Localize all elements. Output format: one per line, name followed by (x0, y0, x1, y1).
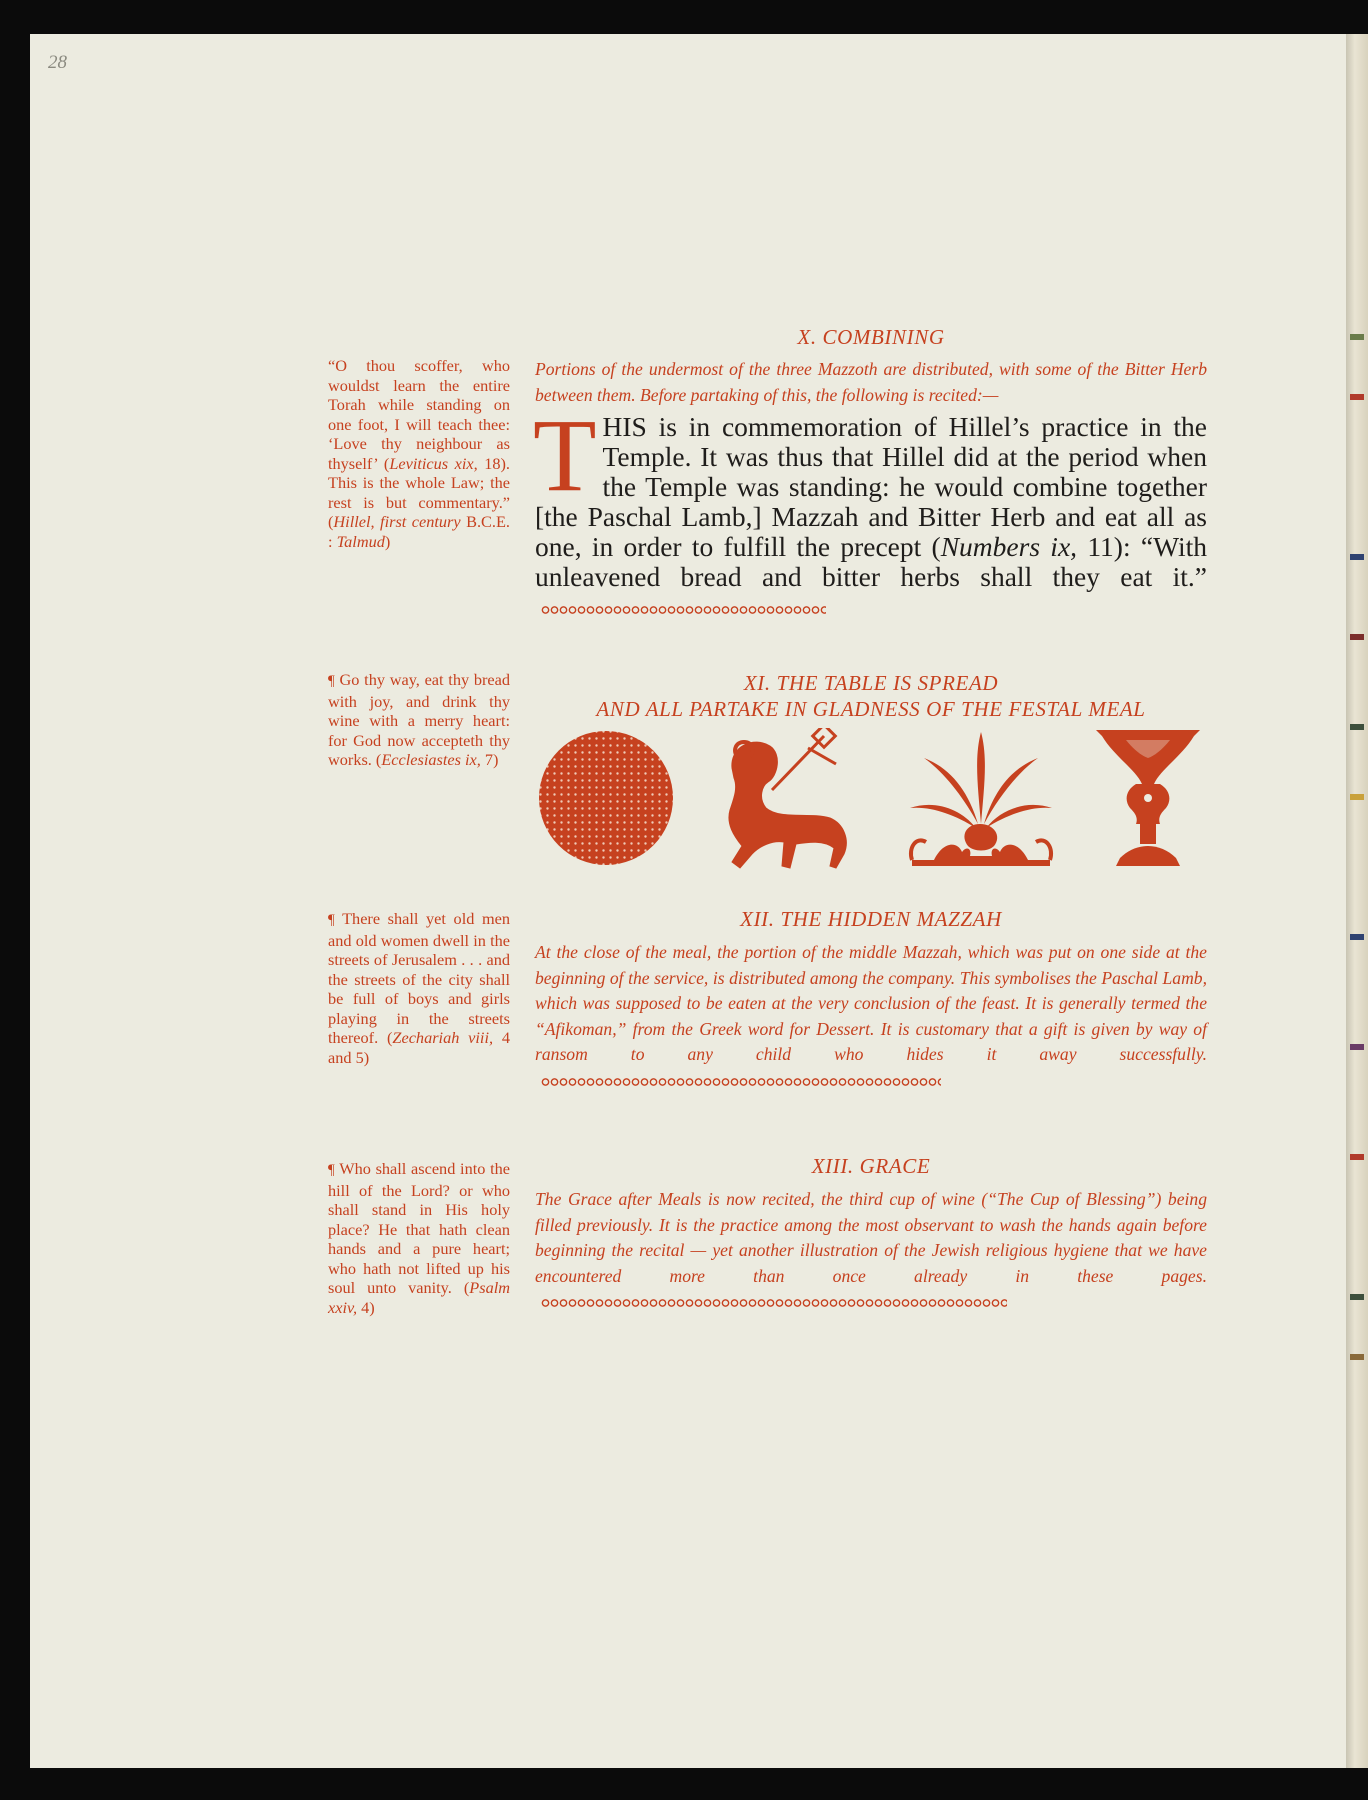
ornamental-border (541, 1076, 941, 1088)
note-text: 4 and 5) (328, 1028, 511, 1067)
note-text: 4) (357, 1297, 375, 1317)
rubric-grace-text: The Grace after Meals is now recited, the third cup of wine (“The Cup of Blessing”) being filled previously. It is the practice among the most observant to wash the hands again before beginning the recital — yet another illustration of the Jewish religious hygiene that we have encountered more than once already in these pages. (535, 1189, 1207, 1286)
note-text: “O thou scoffer, who wouldst learn the entire Torah while standing on one foot, I will teach thee: ‘Love thy neighbour as thyself’ ( (328, 356, 510, 473)
note-text: Go thy way, eat thy bread with joy, and drink thy wine with a merry heart: for God now accepteth thy works. ( (328, 670, 510, 769)
wine-goblet-icon (1096, 728, 1200, 870)
body-text: 11): “With unleavened bread and bitter herbs shall they eat it.” (535, 531, 1207, 592)
combining-body (533, 398, 1207, 622)
citation: Leviticus xix, (389, 453, 478, 473)
note-text: B.C.E. : (328, 512, 510, 551)
combining-body-text (533, 398, 1207, 592)
rubric-grace (535, 1187, 1207, 1315)
margin-note-zechariah (328, 909, 510, 1067)
note-text: 18). This is the whole Law; the rest is but commentary.” ( (328, 453, 510, 531)
note-text: 7) (480, 750, 499, 769)
drop-cap: T (533, 398, 597, 513)
mazzah-disc-icon (537, 728, 675, 868)
margin-note-ecclesiastes (328, 670, 510, 770)
note-text: Who shall ascend into the hill of the Lord? or who shall stand in His holy place? He that hath clean hands and a pure heart; who hath not lifted up his soul unto vanity. ( (328, 1159, 510, 1297)
page-number: 28 (48, 52, 67, 73)
body-text: HIS is in commemoration of Hillel’s practice in the Temple. It was thus that Hillel did at the period when the Temple was standing: he would combine together [the Paschal Lamb,] Mazzah and Bitter Herb and eat all as one, in order to fulfill the precept ( (535, 411, 1207, 562)
pilcrow-icon: ¶ (328, 912, 335, 928)
paschal-lamb-icon (712, 728, 858, 870)
book-page (30, 34, 1350, 1768)
ornamental-border (541, 1297, 1007, 1309)
margin-note-psalm (328, 1159, 510, 1317)
rubric-hidden-mazzah (535, 940, 1207, 1094)
note-text: There shall yet old men and old women dwell in the streets of Jerusalem . . . and the streets of the city shall be full of boys and girls playing in the streets thereof. ( (328, 909, 510, 1047)
citation: Numbers ix, (940, 531, 1078, 562)
rubric-combining-text: Portions of the undermost of the three Mazzoth are distributed, with some of the Bitter Herb between them. Before partaking of this, the following is recited:— (535, 359, 1207, 405)
table-heading-line1: XI. THE TABLE IS SPREAD (743, 671, 999, 695)
citation: Hillel, first century (333, 512, 461, 531)
rubric-hidden-mazzah-text: At the close of the meal, the portion of the middle Mazzah, which was put on one side at the beginning of the service, is distributed among the company. This symbolises the Paschal Lamb, which was supposed to be eaten at the very conclusion of the feast. It is generally termed the “Afikoman,” from the Greek word for Dessert. It is customary that a gift is given by way of ransom to any child who hides it away successfully. (535, 942, 1207, 1065)
citation: Talmud (336, 531, 385, 551)
adjacent-page-edge (1346, 34, 1368, 1768)
section-heading-hidden-mazzah: XII. THE HIDDEN MAZZAH (740, 907, 1002, 931)
section-heading-grace: XIII. GRACE (811, 1154, 931, 1178)
citation: Ecclesiastes ix, (381, 750, 481, 769)
ornamental-border (541, 604, 826, 616)
note-text: ) (384, 531, 391, 551)
citation: Psalm xxiv, (328, 1278, 510, 1317)
rubric-combining (535, 357, 1207, 408)
table-heading-line2: AND ALL PARTAKE IN GLADNESS OF THE FESTAL MEAL (596, 697, 1146, 721)
margin-note-hillel (328, 356, 510, 551)
pilcrow-icon: ¶ (328, 1162, 335, 1178)
pilcrow-icon: ¶ (328, 673, 335, 689)
citation: Zechariah viii, (392, 1028, 494, 1047)
section-heading-combining: X. COMBINING (797, 325, 945, 349)
bitter-herb-icon (908, 728, 1054, 870)
section-heading-table (535, 670, 1207, 722)
